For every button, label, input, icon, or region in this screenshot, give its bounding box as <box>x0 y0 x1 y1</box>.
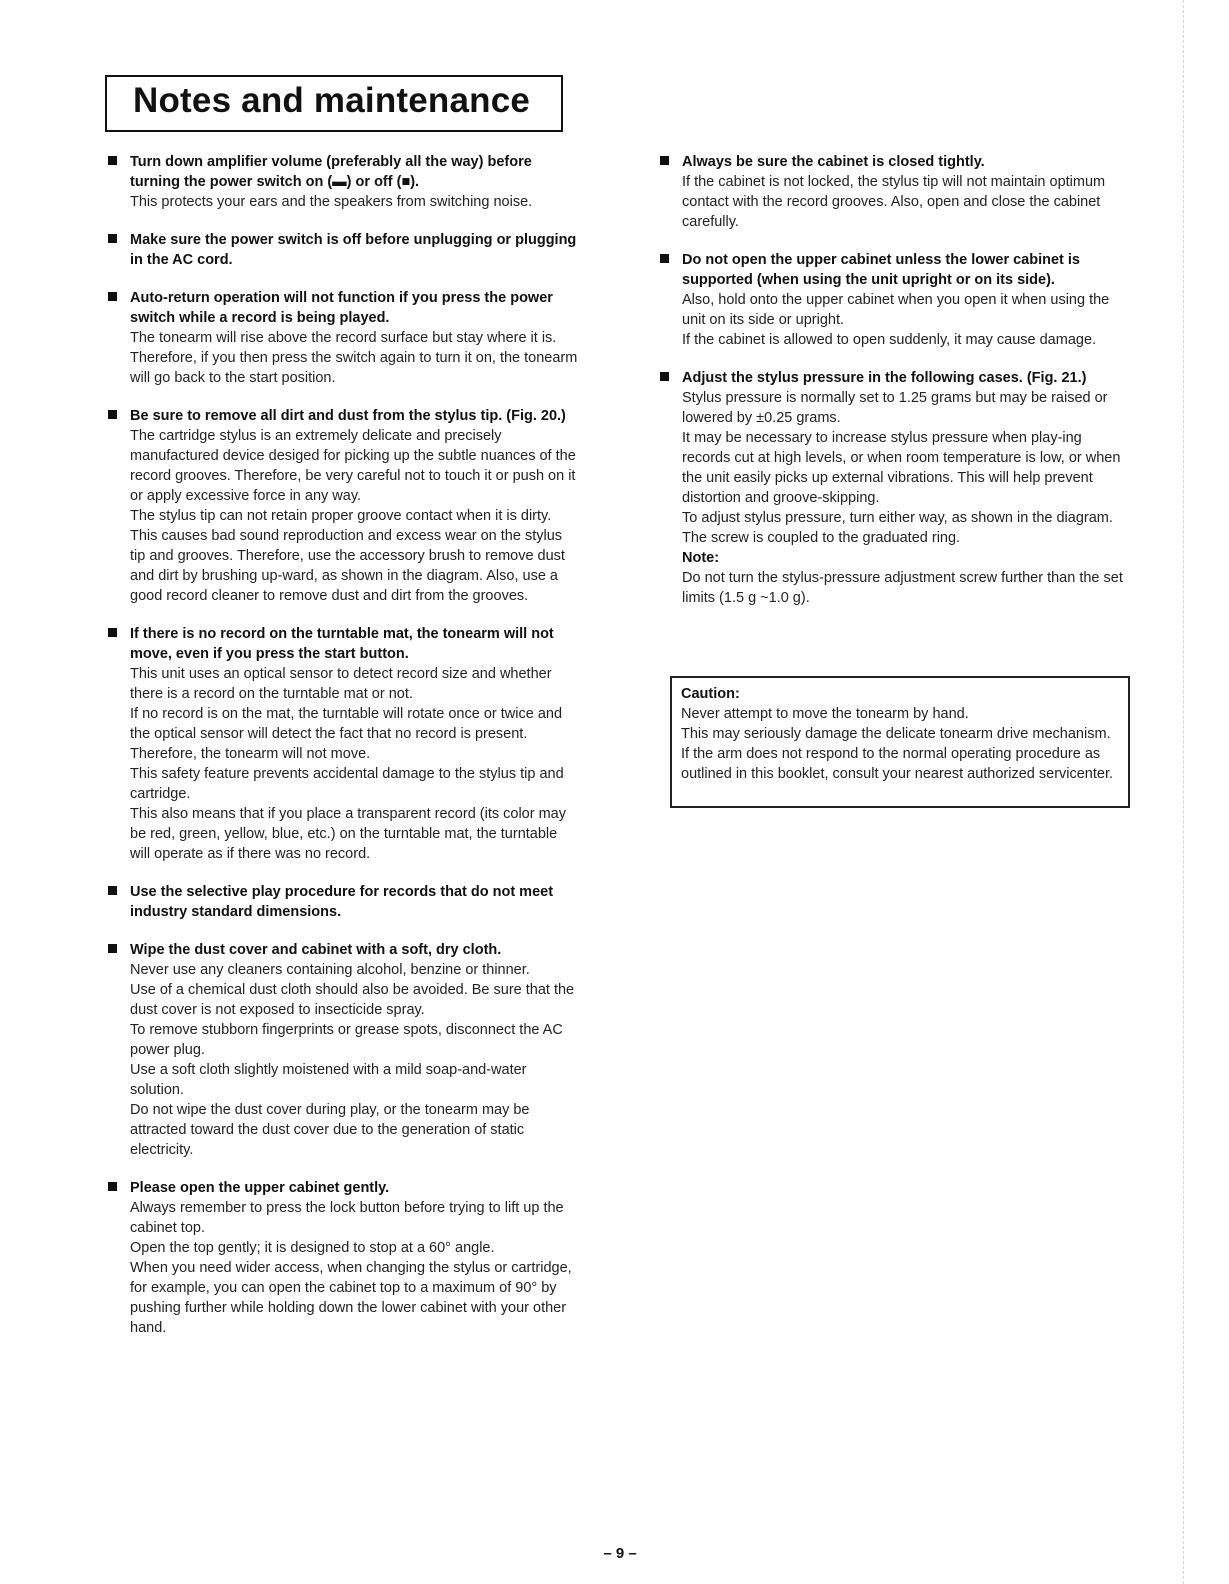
caution-box <box>670 676 1130 808</box>
note-upper-cabinet-support <box>660 250 1132 350</box>
note-paragraph: It may be necessary to increase stylus pressure when play-ing records cut at high levels, or when room temperature is low, or when the unit easily picks up external vibrations. This will help prevent distortion and groove-skipping. <box>682 430 1121 506</box>
square-bullet-icon <box>108 292 117 301</box>
page-number: – 9 – <box>603 1545 637 1562</box>
note-paragraph: This protects your ears and the speakers from switching noise. <box>130 194 533 210</box>
note-paragraph: If the cabinet is not locked, the stylus tip will not maintain optimum contact with the record grooves. Also, open and close the cabinet carefully. <box>682 174 1106 230</box>
left-column <box>108 152 578 1356</box>
note-heading: Do not open the upper cabinet unless the lower cabinet is supported (when using the unit upright or on its side). <box>682 252 1080 288</box>
page-edge-line <box>1183 0 1184 1584</box>
note-paragraph: This unit uses an optical sensor to detect record size and whether there is a record on the turntable mat or not. <box>130 666 552 702</box>
note-amplifier-volume <box>108 152 578 212</box>
note-paragraph: If no record is on the mat, the turntable will rotate once or twice and the optical sensor will detect the fact that no record is present. Therefore, the tonearm will not move. <box>130 706 563 762</box>
note-paragraph: When you need wider access, when changing the stylus or cartridge, for example, you can open the cabinet top to a maximum of 90° by pushing further while holding down the lower cabinet with your other hand. <box>130 1260 572 1336</box>
note-paragraph: Therefore, if you then press the switch again to turn it on, the tonearm will go back to the start position. <box>130 350 578 386</box>
note-paragraph: Use a soft cloth slightly moistened with a mild soap-and-water solution. <box>130 1062 527 1098</box>
note-heading: Use the selective play procedure for records that do not meet industry standard dimensions. <box>130 884 554 920</box>
caution-label: Caution: <box>681 686 740 702</box>
right-column <box>660 152 1132 626</box>
note-body <box>130 328 578 388</box>
note-paragraph: Always remember to press the lock button before trying to lift up the cabinet top. <box>130 1200 564 1236</box>
note-body <box>130 664 578 864</box>
note-auto-return <box>108 288 578 388</box>
note-heading: Always be sure the cabinet is closed tightly. <box>682 154 985 170</box>
page-title: Notes and maintenance <box>133 81 531 120</box>
note-body <box>682 388 1132 608</box>
note-selective-play <box>108 882 578 922</box>
note-paragraph: The cartridge stylus is an extremely delicate and precisely manufactured device desiged for picking up the subtle nuances of the record grooves. Therefore, be very careful not to touch it or push on it or apply excessive force in any way. <box>130 428 576 504</box>
square-bullet-icon <box>108 234 117 243</box>
note-paragraph: This also means that if you place a transparent record (its color may be red, green, yellow, blue, etc.) on the turntable mat, the turntable will operate as if there was no record. <box>130 806 566 862</box>
square-bullet-icon <box>108 628 117 637</box>
note-paragraph: To remove stubborn fingerprints or grease spots, disconnect the AC power plug. <box>130 1022 563 1058</box>
note-heading: Make sure the power switch is off before unplugging or plugging in the AC cord. <box>130 232 577 268</box>
square-bullet-icon <box>108 944 117 953</box>
note-body <box>130 192 578 212</box>
note-stylus-dust <box>108 406 578 606</box>
square-bullet-icon <box>660 372 669 381</box>
note-power-switch-ac-cord <box>108 230 578 270</box>
note-stylus-pressure <box>660 368 1132 608</box>
note-paragraph: The stylus tip can not retain proper groove contact when it is dirty. This causes bad sound reproduction and excess wear on the stylus tip and grooves. Therefore, use the accessory brush to remove dust and dirt by brushing up-ward, as shown in the diagram. Also, use a good record cleaner to remove dust and dirt from the grooves. <box>130 508 565 604</box>
note-body <box>682 290 1132 350</box>
note-cabinet-closed <box>660 152 1132 232</box>
note-heading: Auto-return operation will not function if you press the power switch while a record is being played. <box>130 290 553 326</box>
note-label: Note: <box>682 550 720 566</box>
note-paragraph: Also, hold onto the upper cabinet when you open it when using the unit on its side or upright. <box>682 292 1110 328</box>
note-heading: If there is no record on the turntable mat, the tonearm will not move, even if you press the start button. <box>130 626 554 662</box>
note-heading: Wipe the dust cover and cabinet with a soft, dry cloth. <box>130 942 502 958</box>
note-heading: Be sure to remove all dirt and dust from the stylus tip. (Fig. 20.) <box>130 408 566 424</box>
note-paragraph: Do not turn the stylus-pressure adjustment screw further than the set limits (1.5 g ~1.0 g). <box>682 570 1123 606</box>
note-body <box>682 172 1132 232</box>
square-bullet-icon <box>108 410 117 419</box>
note-paragraph: To adjust stylus pressure, turn either way, as shown in the diagram. The screw is coupled to the graduated ring. <box>682 510 1113 546</box>
note-no-record <box>108 624 578 864</box>
note-body <box>130 960 578 1160</box>
note-heading: Please open the upper cabinet gently. <box>130 1180 390 1196</box>
note-paragraph: Never use any cleaners containing alcohol, benzine or thinner. <box>130 962 530 978</box>
square-bullet-icon <box>108 156 117 165</box>
note-paragraph: Do not wipe the dust cover during play, or the tonearm may be attracted toward the dust cover due to the generation of static electricity. <box>130 1102 530 1158</box>
note-body <box>130 426 578 606</box>
note-paragraph: Stylus pressure is normally set to 1.25 grams but may be raised or lowered by ±0.25 grams. <box>682 390 1108 426</box>
caution-paragraph: This may seriously damage the delicate tonearm drive mechanism. If the arm does not respond to the normal operating procedure as outlined in this booklet, consult your nearest authorized servicenter. <box>681 726 1114 782</box>
square-bullet-icon <box>108 1182 117 1191</box>
note-paragraph: The tonearm will rise above the record surface but stay where it is. <box>130 330 557 346</box>
note-paragraph: Use of a chemical dust cloth should also be avoided. Be sure that the dust cover is not exposed to insecticide spray. <box>130 982 575 1018</box>
square-bullet-icon <box>108 886 117 895</box>
square-bullet-icon <box>660 254 669 263</box>
note-heading: Turn down amplifier volume (preferably all the way) before turning the power switch on (▬) or off (■). <box>130 154 532 190</box>
note-body <box>130 1198 578 1338</box>
title-box <box>105 75 563 132</box>
note-paragraph: Open the top gently; it is designed to stop at a 60° angle. <box>130 1240 495 1256</box>
note-paragraph: This safety feature prevents accidental damage to the stylus tip and cartridge. <box>130 766 564 802</box>
note-wipe-dust-cover <box>108 940 578 1160</box>
square-bullet-icon <box>660 156 669 165</box>
caution-line: Never attempt to move the tonearm by hand. <box>681 706 969 722</box>
note-open-upper-cabinet <box>108 1178 578 1338</box>
note-heading: Adjust the stylus pressure in the following cases. (Fig. 21.) <box>682 370 1087 386</box>
note-paragraph: If the cabinet is allowed to open suddenly, it may cause damage. <box>682 332 1097 348</box>
